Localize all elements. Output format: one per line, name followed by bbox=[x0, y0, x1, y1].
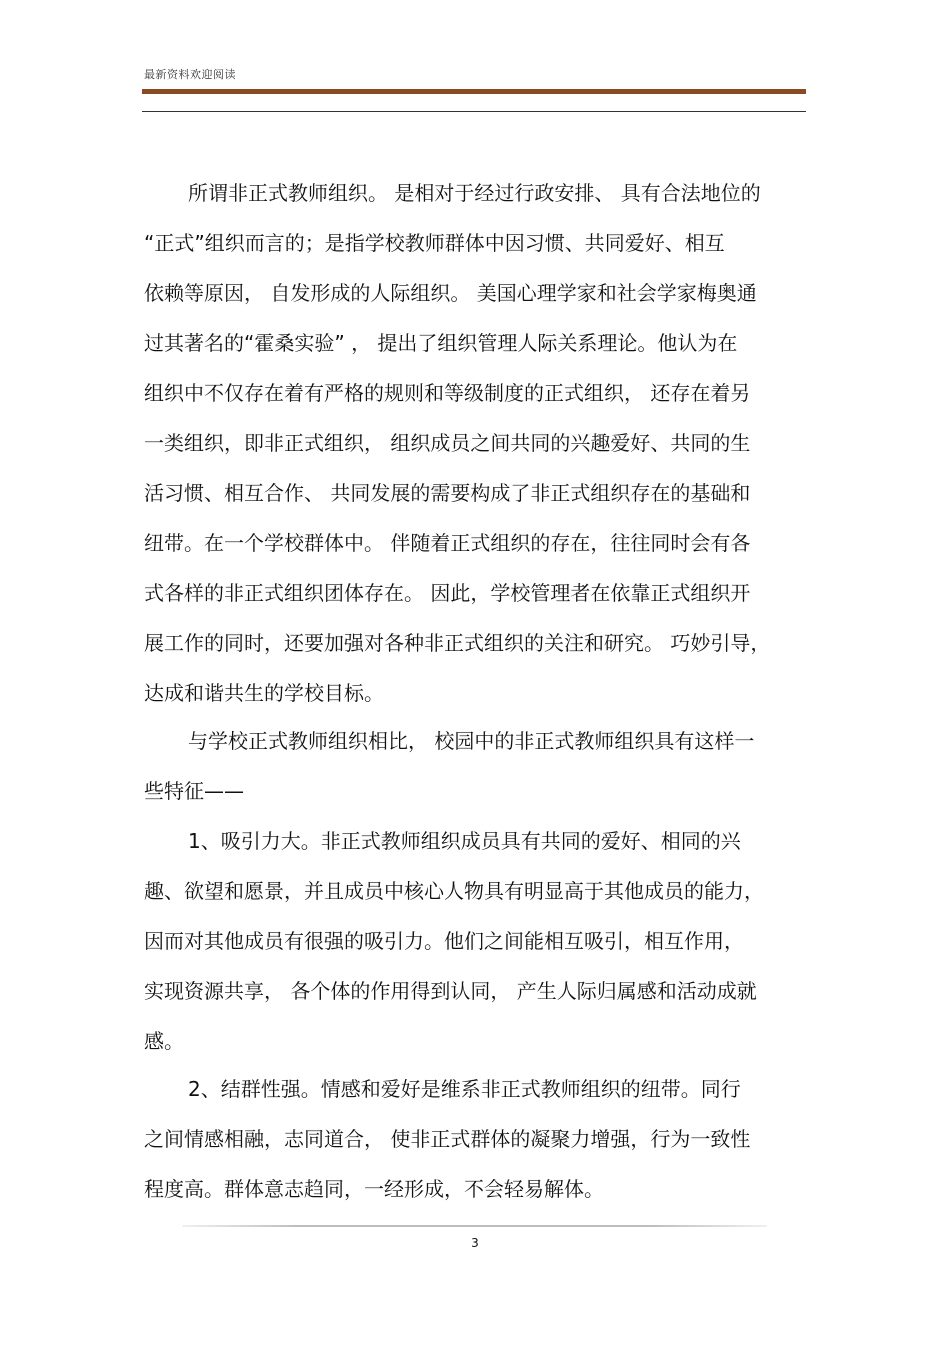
footer-rule bbox=[182, 1225, 767, 1227]
paragraph-line: “正式”组织而言的；是指学校教师群体中因习惯、共同爱好、相互 bbox=[144, 231, 725, 255]
paragraph-line: 因而对其他成员有很强的吸引力。他们之间能相互吸引，相互作用， bbox=[144, 929, 744, 953]
paragraph-line: 展工作的同时，还要加强对各种非正式组织的关注和研究。 巧妙引导， bbox=[144, 631, 771, 655]
paragraph-4 bbox=[144, 1064, 804, 1214]
paragraph-line: 依赖等原因， 自发形成的人际组织。 美国心理学家和社会学家梅奥通 bbox=[144, 281, 757, 305]
paragraph-line: 程度高。群体意志趋同，一经形成，不会轻易解体。 bbox=[144, 1177, 604, 1201]
paragraph-line: 之间情感相融，志同道合， 使非正式群体的凝聚力增强，行为一致性 bbox=[144, 1127, 751, 1151]
paragraph-line: 活习惯、相互合作、 共同发展的需要构成了非正式组织存在的基础和 bbox=[144, 481, 751, 505]
header-rule-thin bbox=[142, 111, 806, 112]
paragraph-line: 组织中不仅存在着有严格的规则和等级制度的正式组织， 还存在着另 bbox=[144, 381, 751, 405]
paragraph-line: 过其著名的“霍桑实验” ， 提出了组织管理人际关系理论。他认为在 bbox=[144, 331, 738, 355]
paragraph-line: 所谓非正式教师组织。 是相对于经过行政安排、 具有合法地位的 bbox=[188, 181, 761, 205]
paragraph-line: 纽带。在一个学校群体中。 伴随着正式组织的存在，往往同时会有各 bbox=[144, 531, 751, 555]
paragraph-line: 实现资源共享， 各个体的作用得到认同， 产生人际归属感和活动成就 bbox=[144, 979, 757, 1003]
paragraph-line: 与学校正式教师组织相比， 校园中的非正式教师组织具有这样一 bbox=[188, 729, 755, 753]
paragraph-line: 感。 bbox=[144, 1029, 184, 1053]
header-rule-thick bbox=[142, 89, 806, 94]
paragraph-3 bbox=[144, 816, 804, 1066]
paragraph-1 bbox=[144, 168, 804, 718]
paragraph-line: 一类组织，即非正式组织， 组织成员之间共同的兴趣爱好、共同的生 bbox=[144, 431, 751, 455]
paragraph-2 bbox=[144, 716, 804, 816]
paragraph-line: 2、结群性强。情感和爱好是维系非正式教师组织的纽带。同行 bbox=[188, 1077, 741, 1101]
paragraph-line: 达成和谐共生的学校目标。 bbox=[144, 681, 384, 705]
paragraph-line: 式各样的非正式组织团体存在。 因此，学校管理者在依靠正式组织开 bbox=[144, 581, 751, 605]
paragraph-line: 些特征—— bbox=[144, 779, 244, 803]
paragraph-line: 1、吸引力大。非正式教师组织成员具有共同的爱好、相同的兴 bbox=[188, 829, 741, 853]
page-header-text: 最新资料欢迎阅读 bbox=[144, 68, 236, 81]
paragraph-line: 趣、欲望和愿景，并且成员中核心人物具有明显高于其他成员的能力， bbox=[144, 879, 764, 903]
page-number: 3 bbox=[471, 1236, 479, 1250]
